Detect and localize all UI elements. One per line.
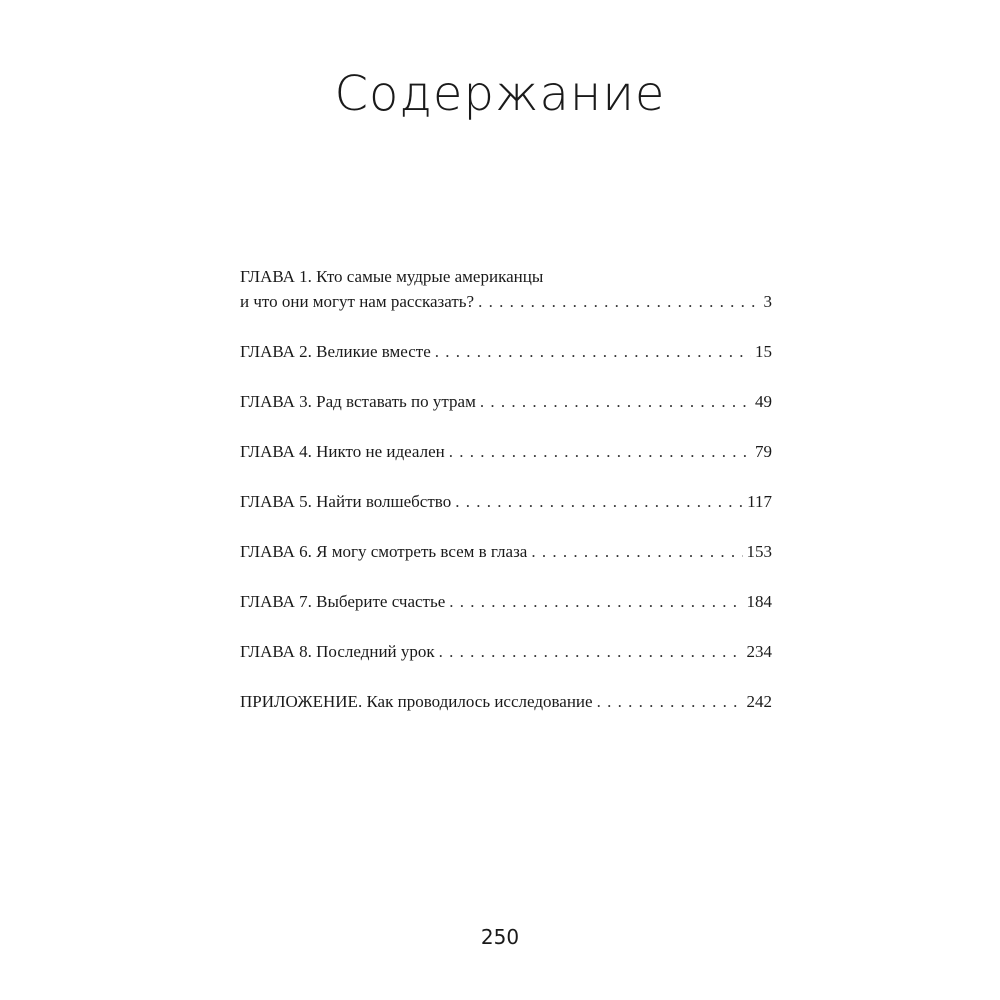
toc-entry-label: ГЛАВА 8. Последний урок	[240, 642, 435, 661]
toc-entry-label: ГЛАВА 7. Выберите счастье	[240, 592, 446, 611]
toc-entry-label: ГЛАВА 5. Найти волшебство	[240, 492, 452, 511]
toc-entry-page: 15	[755, 342, 772, 361]
toc-entry-page: 234	[746, 642, 772, 661]
dot-leader	[597, 689, 743, 714]
dot-leader	[435, 339, 751, 364]
toc-entry-page: 49	[755, 392, 772, 411]
dot-leader	[455, 489, 743, 514]
dot-leader	[439, 639, 743, 664]
toc-entry[interactable]	[240, 389, 772, 414]
toc-entry-label: ГЛАВА 3. Рад вставать по утрам	[240, 392, 476, 411]
dot-leader	[531, 539, 742, 564]
toc-entry-first-line	[240, 264, 772, 289]
dot-leader	[478, 289, 759, 314]
toc-entry-page: 3	[763, 292, 772, 311]
toc-entry[interactable]	[240, 539, 772, 564]
dot-leader	[449, 589, 742, 614]
toc-entry-label: ГЛАВА 4. Никто не идеален	[240, 442, 445, 461]
toc-entry-label: ГЛАВА 2. Великие вместе	[240, 342, 431, 361]
toc-entry[interactable]	[240, 264, 772, 314]
dot-leader	[480, 389, 751, 414]
toc-entry[interactable]	[240, 639, 772, 664]
toc-entry-label: ПРИЛОЖЕНИЕ. Как проводилось исследование	[240, 692, 593, 711]
page-title: Содержание	[334, 66, 666, 122]
toc-entry-page: 79	[755, 442, 772, 461]
toc-entry[interactable]	[240, 589, 772, 614]
toc-entry-second-line	[240, 289, 772, 314]
page-number: 250	[480, 925, 520, 949]
toc-entry-label: ГЛАВА 1. Кто самые мудрые американцы	[240, 267, 544, 286]
toc-entry-label: и что они могут нам рассказать?	[240, 292, 475, 311]
toc-entry[interactable]	[240, 439, 772, 464]
dot-leader	[449, 439, 751, 464]
toc-entry[interactable]	[240, 339, 772, 364]
toc-entry[interactable]	[240, 689, 772, 714]
toc-entry[interactable]	[240, 489, 772, 514]
toc-entry-label: ГЛАВА 6. Я могу смотреть всем в глаза	[240, 542, 528, 561]
toc-entry-page: 242	[746, 692, 772, 711]
toc-entry-page: 184	[746, 592, 772, 611]
toc-entry-page: 117	[747, 492, 772, 511]
toc-entry-page: 153	[746, 542, 772, 561]
table-of-contents	[240, 264, 772, 739]
